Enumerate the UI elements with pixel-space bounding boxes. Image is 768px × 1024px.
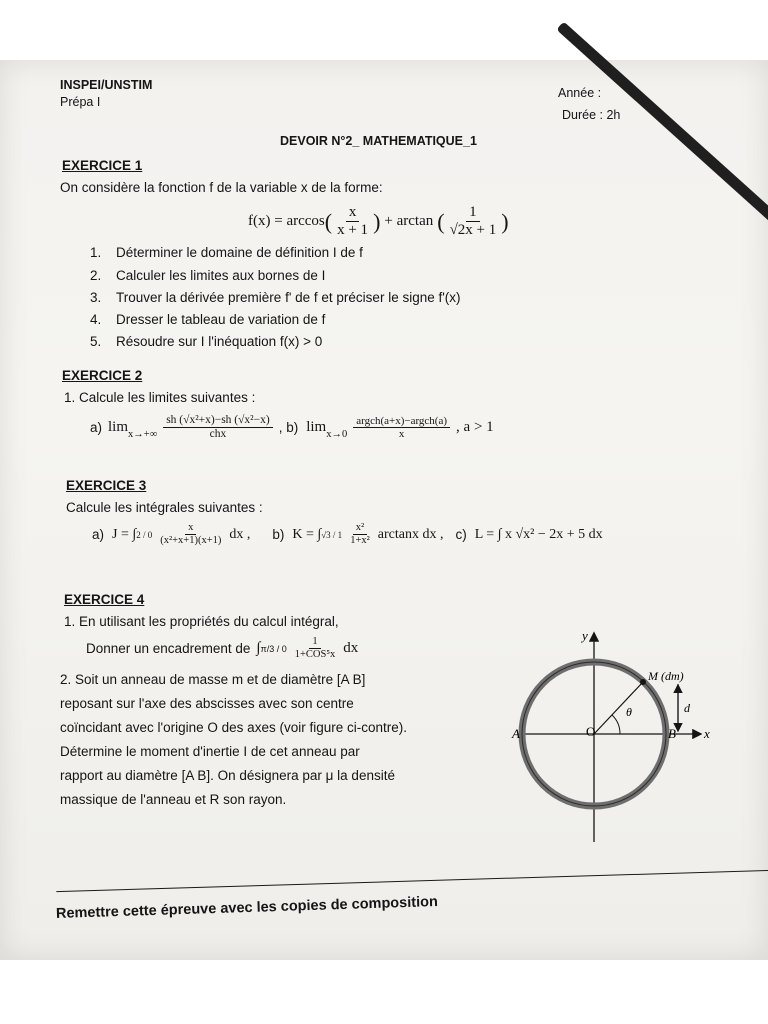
- year-label: Année :: [558, 86, 602, 100]
- integral-b-pre: K = ∫: [292, 526, 322, 542]
- limit-a-label: a): [90, 420, 103, 436]
- paren-open-2: (: [437, 208, 445, 234]
- integral-b-denominator: 1+x²: [350, 535, 370, 547]
- item-text: Calculer les limites aux bornes de I: [116, 268, 326, 283]
- point-a-label: A: [512, 726, 520, 741]
- exercise1-intro: On considère la fonction f de la variable x de la forme:: [60, 180, 383, 195]
- item1-numerator: 1: [309, 636, 320, 649]
- limit-a-lim: lim: [108, 419, 129, 436]
- exercise3-heading: EXERCICE 3: [66, 478, 147, 493]
- exercise2-heading: EXERCICE 2: [62, 368, 143, 383]
- item1-bounds: π/3 / 0: [260, 643, 287, 654]
- integral-b-bounds: √3 / 1: [321, 529, 343, 540]
- limit-b-condition: , a > 1: [456, 419, 494, 436]
- x-axis-label: x: [704, 726, 710, 741]
- integral-b-post: arctanx dx ,: [377, 526, 444, 542]
- item-text: Trouver la dérivée première f' de f et préciser le signe f'(x): [116, 290, 461, 305]
- paren-open: (: [324, 208, 333, 234]
- formula-fraction-1: [334, 204, 371, 240]
- class-label: Prépa I: [60, 95, 101, 109]
- exercise4-heading: EXERCICE 4: [64, 592, 145, 607]
- paren-close-2: ): [501, 208, 509, 234]
- integral-c-label: c): [455, 527, 467, 543]
- exercise4-item2-line4: Détermine le moment d'inertie I de cet anneau par: [60, 744, 360, 759]
- point-m-dot: [640, 679, 646, 685]
- item-text: Déterminer le domaine de définition I de f: [116, 245, 363, 260]
- item-text: Dresser le tableau de variation de f: [116, 312, 326, 327]
- exercise1-formula: [248, 204, 509, 240]
- exercise4-item1-line2: [86, 636, 358, 661]
- formula-lhs: f(x) = arccos: [248, 213, 325, 230]
- exercise2-item: 1. Calcule les limites suivantes :: [64, 390, 256, 405]
- exercise4-item2-line6: massique de l'anneau et R son rayon.: [60, 792, 287, 807]
- angle-arc: [612, 715, 620, 734]
- exercise3-integrals: [92, 522, 603, 547]
- limit-b-lim: lim: [306, 419, 327, 436]
- item-number: 3.: [90, 290, 102, 305]
- fraction2-numerator: 1: [466, 204, 480, 222]
- limit-b-numerator: argch(a+x)−argch(a): [353, 415, 450, 429]
- fraction2-denominator: √2x + 1: [449, 222, 497, 239]
- exercise1-item-2: [90, 268, 325, 283]
- limit-a-sub: x→+∞: [128, 429, 158, 441]
- integral-c-expr: L = ∫ x √x² − 2x + 5 dx: [474, 526, 603, 542]
- duration-label: Durée : 2h: [562, 108, 621, 122]
- y-axis-label: y: [582, 628, 588, 643]
- institution: INSPEI/UNSTIM: [60, 78, 153, 92]
- distance-label: d: [684, 701, 690, 715]
- item-text: Résoudre sur I l'inéquation f(x) > 0: [116, 334, 323, 349]
- item-number: 1.: [90, 245, 102, 260]
- exercise1-item-3: [90, 290, 461, 305]
- point-m-label: M (dm): [648, 669, 684, 683]
- angle-label: θ: [626, 705, 632, 719]
- exercise1-item-4: [90, 312, 325, 327]
- integral-a-label: a): [92, 527, 105, 543]
- exercise4-item2-line1: 2. Soit un anneau de masse m et de diamètre [A B]: [60, 672, 366, 687]
- exercise1-item-1: [90, 245, 363, 260]
- ring-figure: [508, 620, 738, 850]
- limit-b-sub: x→0: [326, 429, 348, 441]
- integral-a-post: dx ,: [229, 526, 251, 542]
- item-number: 4.: [90, 312, 102, 327]
- integral-a-bounds: 2 / 0: [136, 529, 153, 540]
- point-b-label: B: [668, 726, 676, 741]
- exercise2-limits: [90, 414, 494, 441]
- fraction1-denominator: x + 1: [337, 222, 369, 239]
- integral-a-pre: J = ∫: [112, 526, 137, 542]
- integral-b-numerator: x²: [353, 522, 367, 535]
- limit-a-numerator: sh (√x²+x)−sh (√x²−x): [163, 414, 273, 428]
- exercise4-item2-line2: reposant sur l'axe des abscisses avec son centre: [60, 696, 354, 711]
- item1-post: dx: [343, 640, 359, 657]
- integral-a-numerator: x: [185, 522, 196, 535]
- item1-integral-sign: ∫: [256, 640, 261, 657]
- item1-denominator: 1+COS⁵x: [294, 649, 336, 661]
- exercise1-heading: EXERCICE 1: [62, 158, 143, 173]
- fraction1-numerator: x: [346, 204, 360, 222]
- origin-label: O: [586, 724, 596, 739]
- formula-mid: + arctan: [384, 213, 434, 230]
- integral-b-label: b): [272, 527, 285, 543]
- limit-b-denominator: x: [398, 428, 405, 441]
- integral-a-denominator: (x²+x+1)(x+1): [160, 535, 222, 547]
- exercise4-item2-line3: coïncidant avec l'origine O des axes (voir figure ci-contre).: [60, 720, 407, 735]
- item-number: 5.: [90, 334, 102, 349]
- limit-b-label: , b): [278, 420, 299, 436]
- item1-text: Donner un encadrement de: [86, 641, 251, 657]
- integral-b-fraction: [347, 522, 373, 547]
- paren-close: ): [373, 208, 381, 234]
- exercise1-item-5: [90, 334, 322, 349]
- exercise3-intro: Calcule les intégrales suivantes :: [66, 500, 263, 515]
- limit-a-fraction: [163, 414, 273, 441]
- limit-b-fraction: [353, 415, 450, 441]
- item1-fraction: [292, 636, 339, 661]
- page-title: DEVOIR N°2_ MATHEMATIQUE_1: [280, 134, 477, 148]
- formula-fraction-2: [447, 204, 500, 240]
- exercise4-item2-line5: rapport au diamètre [A B]. On désignera par μ la densité: [60, 768, 395, 783]
- integral-a-fraction: [157, 522, 224, 547]
- footer-note: Remettre cette épreuve avec les copies de composition: [55, 894, 439, 922]
- limit-a-denominator: chx: [209, 428, 227, 441]
- item-number: 2.: [90, 268, 102, 283]
- exercise4-item1-line1: 1. En utilisant les propriétés du calcul intégral,: [64, 614, 339, 629]
